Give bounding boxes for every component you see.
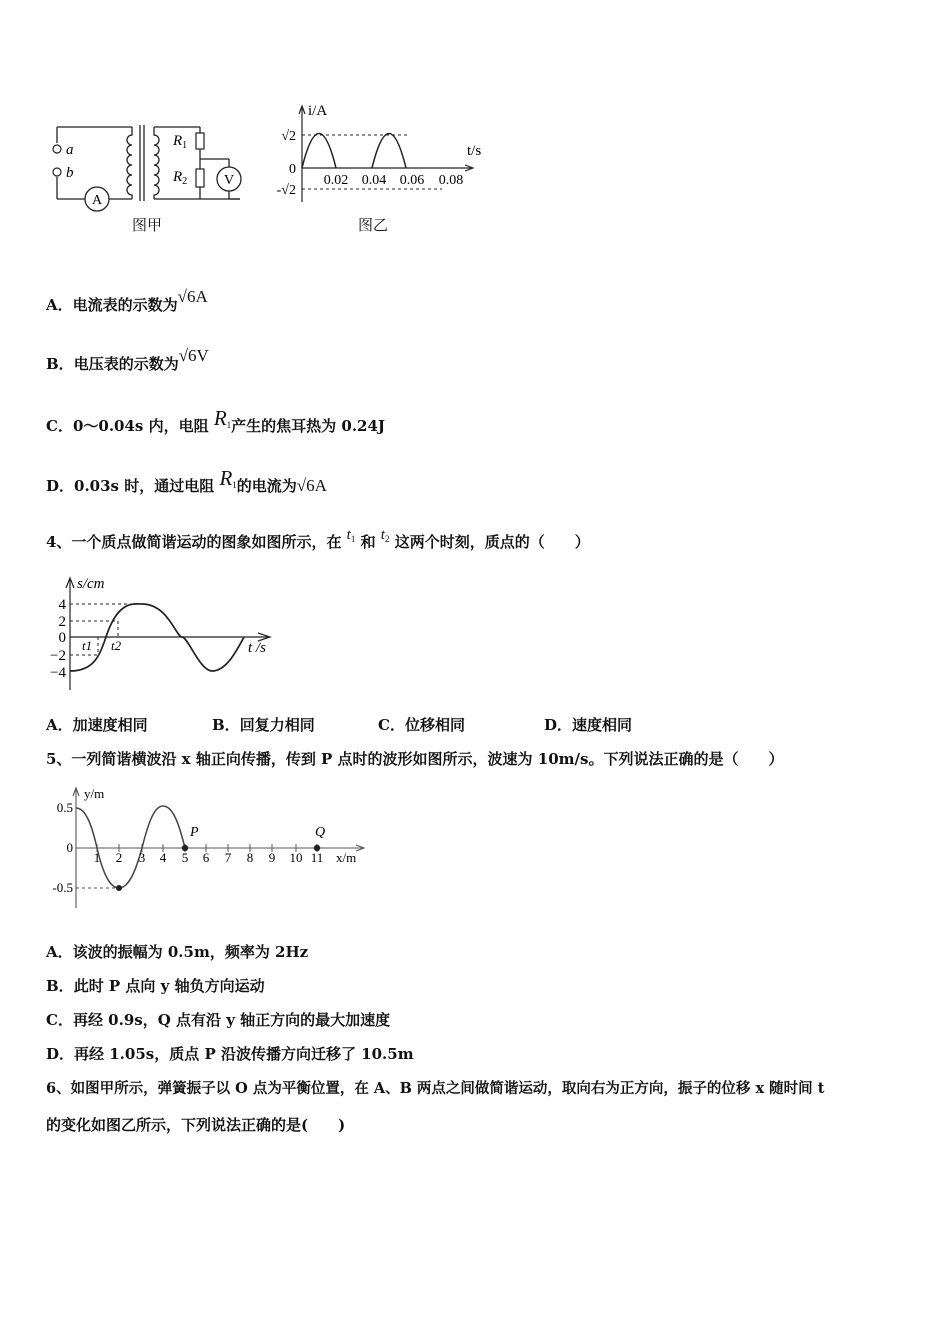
point-p-label: P	[190, 825, 199, 840]
q4-stem: 4、一个质点做简谐运动的图象如图所示，在 $t_1$ 和 $t_2$ 这两个时刻，质点的（ ）	[46, 527, 590, 551]
q5-option-b[interactable]: B．此时 P 点向 y 轴负方向运动	[46, 977, 265, 995]
q5-stem: 5、一列简谐横波沿 x 轴正向传播，传到 P 点时的波形如图所示，波速为 10m/s。下列说法正确的是（ ）	[46, 750, 784, 768]
x-tick: 4	[159, 850, 167, 865]
terminal-b-label: b	[66, 165, 74, 181]
terminal-a[interactable]	[53, 145, 61, 153]
current-time-graph	[262, 98, 492, 210]
x-ticks	[324, 173, 464, 188]
r2-label: $R_2$	[173, 169, 188, 187]
ammeter-label: A	[91, 193, 103, 208]
circuit-diagram	[40, 115, 250, 215]
q5-option-d[interactable]: D．再经 1.05s，质点 P 沿波传播方向迁移了 10.5m	[46, 1045, 414, 1063]
q6-stem-line2: 的变化如图乙所示，下列说法正确的是( )	[46, 1116, 346, 1134]
x-ticks	[94, 850, 324, 865]
math-sqrt6a: √6A	[177, 287, 208, 306]
q4-option-b[interactable]: B．回复力相同	[212, 716, 315, 734]
q4-options	[46, 714, 632, 735]
x-tick: 6	[202, 850, 210, 865]
x-tick: 0.06	[399, 173, 425, 188]
q3-option-a[interactable]: A．电流表的示数为√6A	[46, 287, 208, 314]
math-r1: $R_1$	[219, 466, 237, 490]
q4-option-d[interactable]: D．速度相同	[544, 716, 633, 734]
y-axis-label: i/A	[308, 103, 328, 119]
y-tick: −2	[50, 648, 66, 664]
y-tick-bottom: -√2	[276, 183, 296, 198]
y-tick-zero: 0	[289, 162, 296, 177]
y-tick: -0.5	[52, 880, 73, 895]
y-axis-label: y/m	[84, 786, 105, 801]
voltmeter	[217, 167, 241, 191]
x-tick: 1	[93, 850, 101, 865]
x-tick: 0.04	[361, 173, 387, 188]
q3-option-b[interactable]: B．电压表的示数为√6V	[46, 346, 209, 373]
q4-option-c[interactable]: C．位移相同	[378, 716, 465, 734]
x-tick: 11	[310, 850, 324, 865]
math-t2: $t_2$	[380, 527, 390, 544]
y-axis-label: s/cm	[77, 576, 105, 592]
x-tick: 8	[246, 850, 254, 865]
x-tick: 10	[289, 850, 303, 865]
x-tick: 3	[138, 850, 146, 865]
r1-label: $R_1$	[173, 133, 188, 151]
y-tick: 0	[66, 840, 73, 855]
x-tick: 9	[268, 850, 276, 865]
q6-stem-line1: 6、如图甲所示，弹簧振子以 O 点为平衡位置，在 A、B 两点之间做简谐运动，取向右为正方向，振子的位移 x 随时间 t	[46, 1080, 825, 1097]
q5-option-a[interactable]: A．该波的振幅为 0.5m，频率为 2Hz	[46, 943, 309, 961]
x-tick: 5	[181, 850, 189, 865]
x-axis-label: x/m	[336, 850, 357, 865]
x-tick: 0.02	[323, 173, 349, 188]
y-tick: −4	[50, 665, 66, 681]
wave-graph	[40, 782, 370, 912]
x-tick: 7	[224, 850, 232, 865]
figure-jia-caption: 图甲	[132, 216, 163, 234]
terminal-a-label: a	[66, 142, 74, 158]
math-sqrt6a: √6A	[296, 476, 327, 495]
x-axis-label: t/s	[467, 143, 482, 159]
y-tick: 2	[58, 614, 66, 630]
shm-displacement-graph	[40, 570, 290, 692]
y-tick: 0	[58, 630, 66, 646]
q3-option-d[interactable]: D．0.03s 时，通过电阻 $R_1$的电流为√6A	[46, 466, 327, 495]
figure-yi-caption: 图乙	[358, 216, 389, 234]
point-q-label: Q	[315, 825, 326, 840]
q3-option-c[interactable]: C．0～0.04s 内，电阻 $R_1$产生的焦耳热为 0.24J	[46, 406, 386, 435]
resistor-r2	[196, 169, 204, 187]
x-axis-label: t /s	[248, 640, 266, 656]
math-r1: $R_1$	[213, 406, 232, 430]
y-tick: 4	[58, 597, 66, 613]
voltmeter-label: V	[223, 173, 235, 188]
y-tick: 0.5	[56, 800, 73, 815]
resistor-r1	[196, 133, 204, 149]
t1-label: t1	[82, 638, 93, 653]
math-t1: $t_1$	[346, 527, 356, 544]
x-tick: 0.08	[438, 173, 464, 188]
y-tick-top: √2	[281, 129, 296, 144]
terminal-b[interactable]	[53, 168, 61, 176]
x-tick: 2	[115, 850, 123, 865]
q4-option-a[interactable]: A．加速度相同	[46, 716, 148, 734]
trough-point	[116, 885, 122, 891]
ammeter	[85, 187, 109, 211]
t2-label: t2	[111, 638, 122, 653]
q5-option-c[interactable]: C．再经 0.9s，Q 点有沿 y 轴正方向的最大加速度	[46, 1011, 391, 1029]
math-sqrt6v: √6V	[178, 346, 209, 365]
